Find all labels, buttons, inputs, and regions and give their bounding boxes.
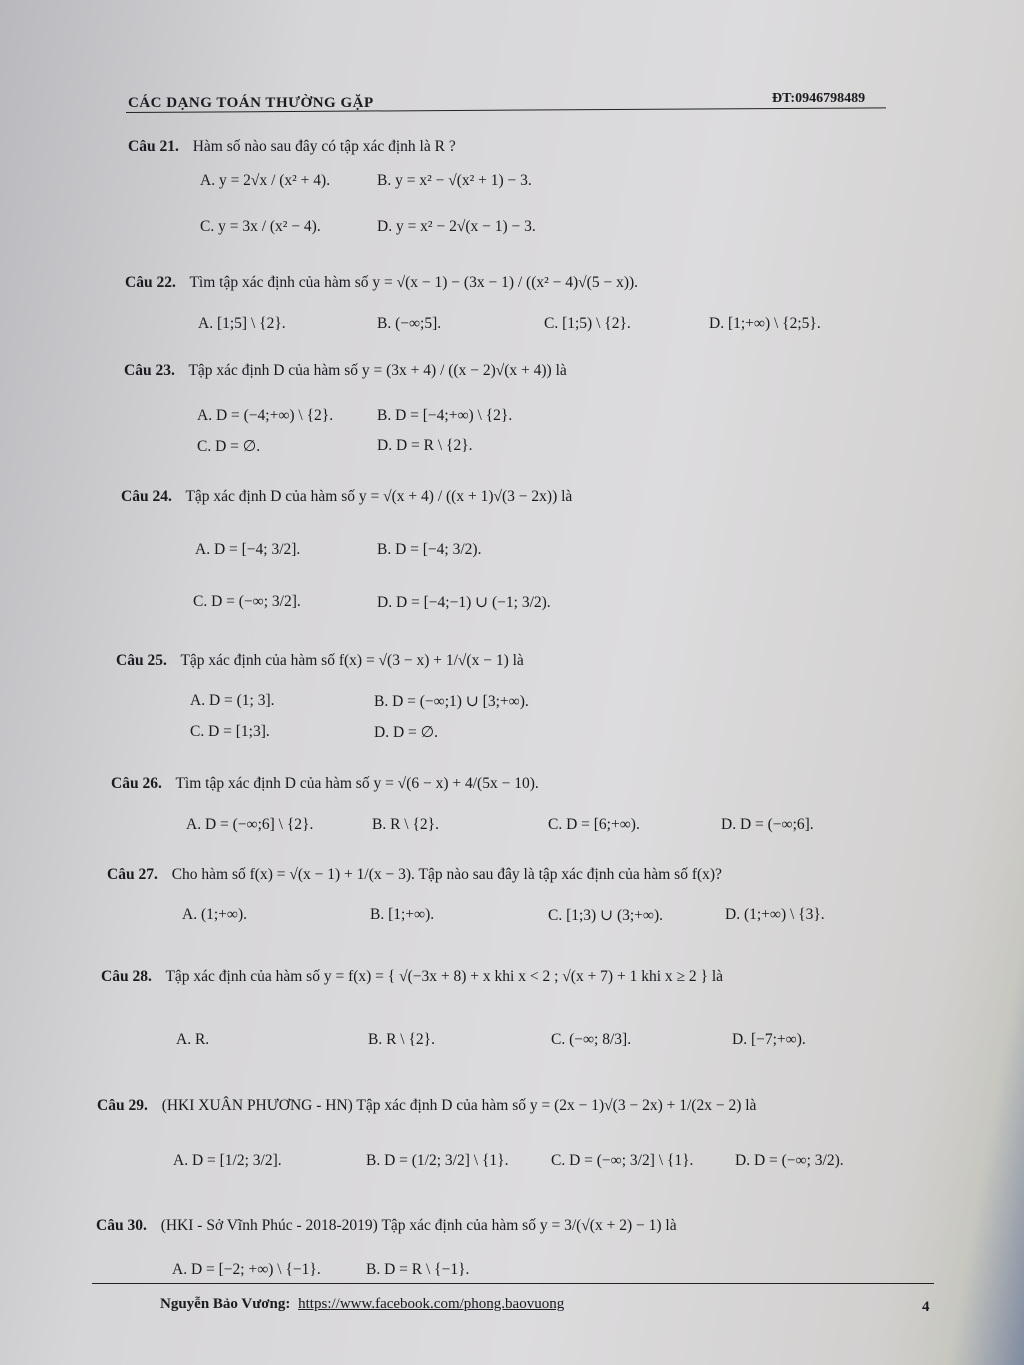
footer-rule: [92, 1283, 934, 1284]
question-25: [116, 652, 524, 670]
header-title: CÁC DẠNG TOÁN THƯỜNG GẶP: [128, 95, 374, 111]
question-30: [96, 1217, 677, 1235]
option-c: C. [1;5) \ {2}.: [544, 315, 631, 332]
option-b: B. R \ {2}.: [368, 1031, 435, 1048]
option-a: A. R.: [176, 1031, 210, 1048]
question-23: [124, 362, 567, 380]
question-22: [125, 274, 638, 292]
question-label: Câu 26.: [111, 775, 162, 792]
option-b: B. y = x² − √(x² + 1) − 3.: [377, 172, 532, 189]
question-label: Câu 21.: [128, 138, 179, 155]
question-text: Tìm tập xác định D của hàm số y = √(6 − x) + 4/(5x − 10).: [175, 775, 539, 792]
option-a: A. y = 2√x / (x² + 4).: [200, 172, 331, 189]
option-d: D. y = x² − 2√(x − 1) − 3.: [377, 218, 536, 235]
question-label: Câu 27.: [107, 866, 158, 883]
option-d: D. (1;+∞) \ {3}.: [725, 906, 825, 923]
option-d: D. D = (−∞;6].: [721, 816, 814, 833]
option-b: B. D = [−4;+∞) \ {2}.: [377, 407, 513, 424]
option-c: C. D = [6;+∞).: [548, 816, 640, 833]
question-label: Câu 30.: [96, 1217, 147, 1234]
option-d: D. [1;+∞) \ {2;5}.: [709, 315, 821, 332]
option-a: A. D = (−∞;6] \ {2}.: [186, 816, 314, 833]
option-b: B. (−∞;5].: [377, 315, 442, 332]
question-24: [121, 488, 572, 506]
option-a: A. D = [1/2; 3/2].: [173, 1152, 282, 1169]
question-29: [97, 1097, 756, 1115]
question-26: [111, 775, 539, 793]
question-text: Tập xác định D của hàm số y = √(x + 4) / ((x + 1)√(3 − 2x)) là: [185, 488, 573, 505]
question-label: Câu 28.: [101, 968, 152, 985]
option-c: C. D = ∅.: [197, 438, 261, 455]
option-c: C. D = [1;3].: [190, 723, 270, 740]
question-text: Tìm tập xác định của hàm số y = √(x − 1) − (3x − 1) / ((x² − 4)√(5 − x)).: [189, 274, 639, 291]
option-b: B. D = [−4; 3/2).: [377, 541, 482, 558]
question-text: Cho hàm số f(x) = √(x − 1) + 1/(x − 3). Tập nào sau đây là tập xác định của hàm số f(x)?: [171, 866, 722, 883]
option-a: A. D = [−2; +∞) \ {−1}.: [172, 1261, 321, 1278]
question-21: [128, 138, 456, 156]
question-27: [107, 866, 722, 884]
question-text: Tập xác định của hàm số f(x) = √(3 − x) + 1/√(x − 1) là: [180, 652, 524, 669]
option-a: A. D = (1; 3].: [190, 692, 275, 709]
question-text: Hàm số nào sau đây có tập xác định là R ?: [192, 138, 456, 155]
option-b: B. D = (1/2; 3/2] \ {1}.: [366, 1152, 509, 1169]
option-c: C. D = (−∞; 3/2] \ {1}.: [551, 1152, 694, 1169]
option-b: B. [1;+∞).: [370, 906, 435, 923]
option-d: D. D = ∅.: [374, 724, 439, 741]
question-28: [101, 968, 723, 986]
option-d: D. D = (−∞; 3/2).: [735, 1152, 844, 1169]
option-a: A. (1;+∞).: [182, 906, 247, 923]
option-d: D. D = R \ {2}.: [377, 437, 473, 454]
option-a: A. D = (−4;+∞) \ {2}.: [197, 407, 334, 424]
option-c: C. (−∞; 8/3].: [551, 1031, 632, 1048]
question-label: Câu 25.: [116, 652, 167, 669]
page-number: 4: [922, 1299, 930, 1315]
footer-link[interactable]: https://www.facebook.com/phong.baovuong: [298, 1296, 565, 1312]
question-label: Câu 29.: [97, 1097, 148, 1114]
question-text: Tập xác định của hàm số y = f(x) = { √(−3x + 8) + x khi x < 2 ; √(x + 7) + 1 khi x ≥ 2 } là: [165, 968, 724, 985]
question-label: Câu 24.: [121, 488, 172, 505]
option-d: D. D = [−4;−1) ∪ (−1; 3/2).: [377, 594, 551, 611]
option-a: A. [1;5] \ {2}.: [198, 315, 286, 332]
option-b: B. D = R \ {−1}.: [366, 1261, 470, 1278]
header-phone: ĐT:0946798489: [772, 91, 866, 106]
option-d: D. [−7;+∞).: [732, 1031, 806, 1048]
option-c: C. D = (−∞; 3/2].: [193, 593, 301, 610]
option-c: C. y = 3x / (x² − 4).: [200, 218, 321, 235]
option-a: A. D = [−4; 3/2].: [195, 541, 301, 558]
option-b: B. D = (−∞;1) ∪ [3;+∞).: [374, 693, 529, 710]
footer-author: Nguyễn Bảo Vương:: [160, 1296, 291, 1312]
footer: [160, 1296, 564, 1313]
question-text: Tập xác định D của hàm số y = (3x + 4) / ((x − 2)√(x + 4)) là: [188, 362, 567, 379]
option-b: B. R \ {2}.: [372, 816, 439, 833]
question-text: (HKI XUÂN PHƯƠNG - HN) Tập xác định D của hàm số y = (2x − 1)√(3 − 2x) + 1/(2x − 2) là: [161, 1097, 757, 1114]
question-label: Câu 23.: [124, 362, 175, 379]
question-text: (HKI - Sở Vĩnh Phúc - 2018-2019) Tập xác định của hàm số y = 3/(√(x + 2) − 1) là: [160, 1217, 677, 1234]
question-label: Câu 22.: [125, 274, 176, 291]
option-c: C. [1;3) ∪ (3;+∞).: [548, 907, 664, 924]
